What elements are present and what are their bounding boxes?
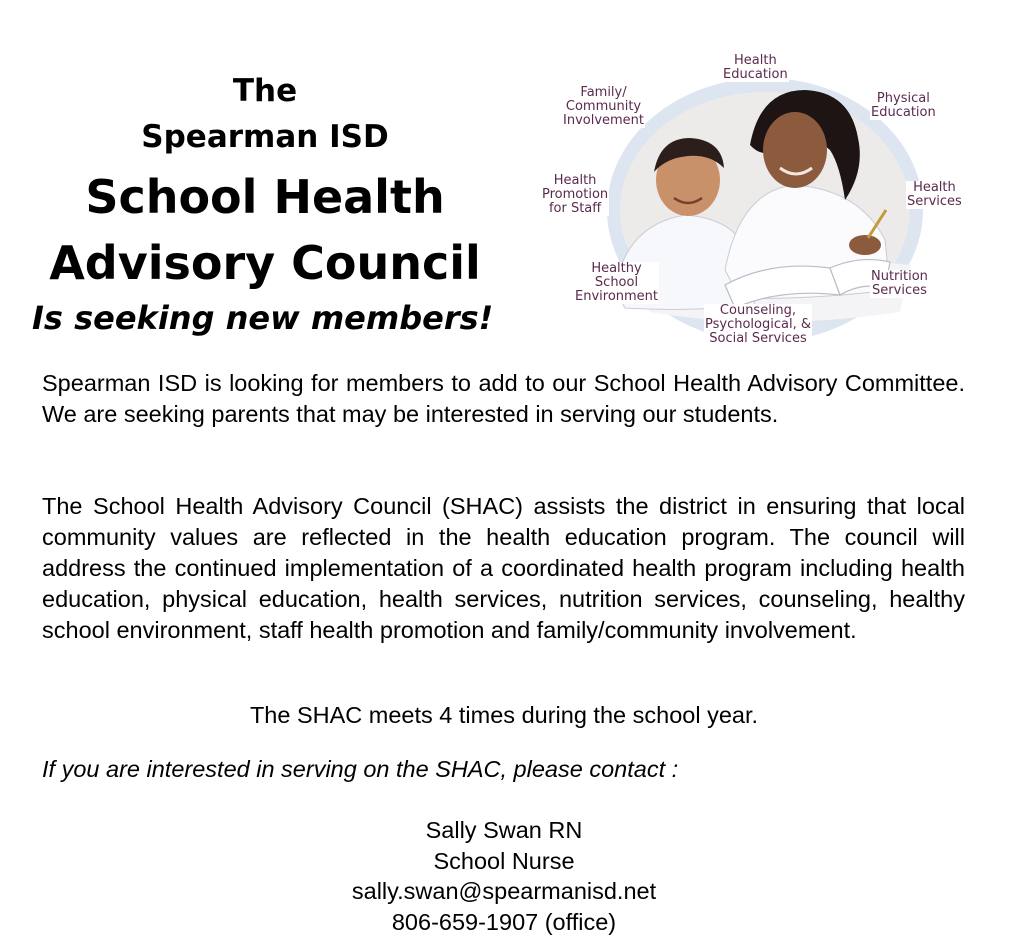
header-district: Spearman ISD (141, 119, 389, 155)
meeting-frequency: The SHAC meets 4 times during the school year. (249, 702, 759, 728)
contact-prompt: If you are interested in serving on the SHAC, please contact : (42, 756, 679, 782)
label-counseling-services: Counseling, Psychological, & Social Services (705, 303, 811, 346)
label-health-services: Health Services (907, 180, 962, 209)
contact-block (0, 815, 1008, 937)
title-line-2: Advisory Council (49, 236, 481, 290)
coordinated-health-wheel (540, 50, 980, 350)
label-healthy-school-environment: Healthy School Environment (575, 261, 659, 304)
header-the: The (232, 73, 298, 109)
label-nutrition-services: Nutrition Services (871, 269, 928, 298)
intro-paragraph: Spearman ISD is looking for members to add to our School Health Advisory Committee. We are seeking parents that may be interested in serving our students. (42, 370, 965, 427)
contact-role: School Nurse (433, 847, 575, 874)
shac-description-paragraph: The School Health Advisory Council (SHAC) assists the district in ensuring that local community values are reflected in the health education program. The council will address the continued implementation of a coordinated health program including health education, physical education, health services, nutrition services, counseling, healthy school environment, staff health promotion and family/community involvement. (42, 493, 965, 643)
contact-phone: 806-659-1907 (office) (391, 908, 617, 935)
label-health-promotion-staff: Health Promotion for Staff (542, 173, 609, 216)
title-line-1: School Health (85, 170, 445, 224)
label-family-community: Family/ Community Involvement (563, 85, 645, 128)
contact-name: Sally Swan RN (425, 817, 583, 843)
label-physical-education: Physical Education (871, 91, 936, 120)
tagline: Is seeking new members! (32, 299, 494, 337)
contact-email[interactable]: sally.swan@spearmanisd.net (351, 878, 657, 904)
label-health-education: Health Education (723, 53, 788, 82)
